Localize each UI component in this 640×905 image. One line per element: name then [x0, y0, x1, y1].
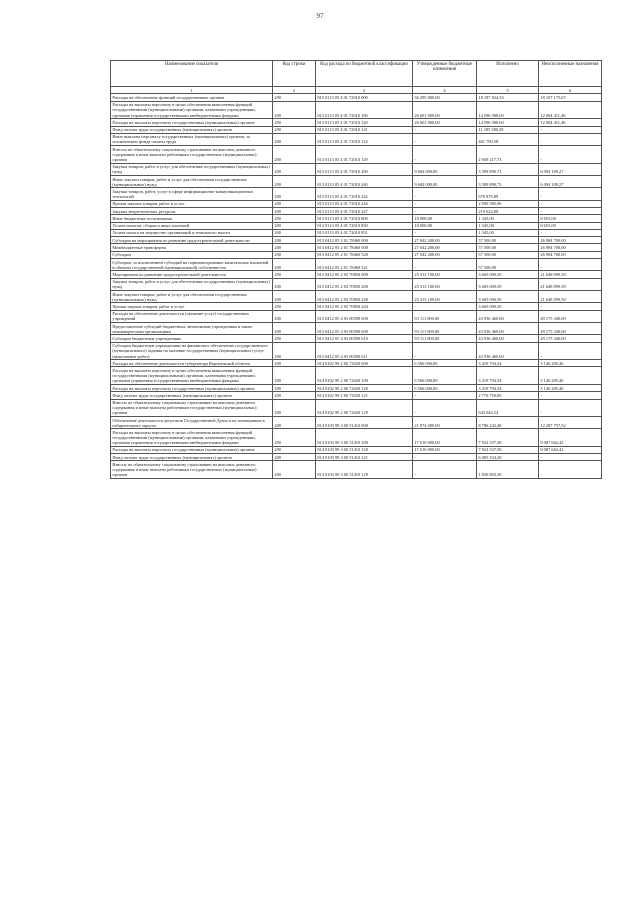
row-budget-code-cell: 813 0113 05 4 01 72010 240 [316, 176, 413, 188]
row-budget-code-cell: 813 0113 05 4 01 72010 244 [316, 200, 413, 207]
table-row [111, 342, 602, 359]
row-line-code-cell: 200 [273, 229, 316, 236]
row-name-cell: Расходы на выплаты персоналу государственных (муниципальных) органов [111, 384, 273, 391]
row-executed-cell: 1 345,00 [477, 215, 539, 222]
row-approved-cell: 9 684 000,00 [413, 176, 477, 188]
row-line-code-cell: 200 [273, 335, 316, 342]
row-approved-cell: - [413, 188, 477, 200]
row-approved-cell: 6 566 000,00 [413, 360, 477, 367]
row-name-cell: Расходы на выплаты персоналу в целях обеспечения выполнения функций государственными (муниципальными) органами, казенными учреждениями, органами управления государственными внебюджетными фондами [111, 429, 273, 446]
row-name-cell: Фонд оплаты труда государственных (муниципальных) органов [111, 454, 273, 461]
row-approved-cell: - [413, 126, 477, 133]
row-unexecuted-cell: 9 087 662,42 [539, 446, 602, 453]
row-name-cell: Взносы по обязательному социальному страхованию на выплаты денежного содержания и иные выплаты работникам государственных (муниципальных) органов [111, 399, 273, 416]
row-line-code-cell: 200 [273, 454, 316, 461]
table-row [111, 323, 602, 335]
row-line-code-cell: 200 [273, 94, 316, 101]
row-line-code-cell: 200 [273, 244, 316, 251]
row-approved-cell: - [413, 229, 477, 236]
row-name-cell: Иные закупки товаров, работ и услуг для обеспечения государственных (муниципальных) нужд [111, 176, 273, 188]
row-budget-code-cell: 814 0103 99 3 00 51410 000 [316, 416, 413, 428]
header-line-code: Код строки [273, 61, 316, 87]
row-budget-code-cell: 813 0113 05 4 01 72010 129 [316, 146, 413, 163]
row-name-cell: Иные выплаты персоналу государственных (муниципальных) органов, за исключением фонда оплаты труда [111, 133, 273, 145]
column-number: 5 [477, 87, 539, 94]
table-row [111, 146, 602, 163]
row-line-code-cell: 200 [273, 416, 316, 428]
row-name-cell: Фонд оплаты труда государственных (муниципальных) органов [111, 392, 273, 399]
row-unexecuted-cell: 12 004 411,40 [539, 119, 602, 126]
row-unexecuted-cell: 8 655,00 [539, 222, 602, 229]
table-row [111, 461, 602, 478]
row-unexecuted-cell: 9 087 662,42 [539, 429, 602, 446]
row-budget-code-cell: 814 0103 99 3 00 51410 120 [316, 446, 413, 453]
row-approved-cell: 17 010 000,00 [413, 429, 477, 446]
row-unexecuted-cell: - [539, 200, 602, 207]
row-approved-cell: 26 601 000,00 [413, 101, 477, 118]
table-row [111, 163, 602, 175]
row-budget-code-cell: 813 0113 05 4 01 72010 851 [316, 229, 413, 236]
table-row [111, 94, 602, 101]
row-budget-code-cell: 813 0412 05 4 03 00590 600 [316, 323, 413, 335]
table-row [111, 229, 602, 236]
column-number: 6 [539, 87, 602, 94]
page-number: 97 [316, 12, 324, 20]
row-name-cell: Расходы на обеспечение деятельности губернатора Воронежской области [111, 360, 273, 367]
row-budget-code-cell: 813 0412 05 2 03 70850 244 [316, 303, 413, 310]
row-budget-code-cell: 813 0113 05 4 01 72010 100 [316, 101, 413, 118]
row-unexecuted-cell: 49 175 340,00 [539, 335, 602, 342]
table-row [111, 222, 602, 229]
header-unexecuted: Неисполненные назначения [539, 61, 602, 87]
row-line-code-cell: 200 [273, 446, 316, 453]
row-approved-cell: 10 000,00 [413, 215, 477, 222]
row-executed-cell: 3 589 890,73 [477, 176, 539, 188]
row-executed-cell: 3 419 794,54 [477, 360, 539, 367]
row-approved-cell: 93 111 800,00 [413, 335, 477, 342]
row-approved-cell: - [413, 200, 477, 207]
row-line-code-cell: 200 [273, 200, 316, 207]
row-budget-code-cell: 813 0412 05 2 01 78460 520 [316, 251, 413, 258]
row-unexecuted-cell: 6 094 109,27 [539, 163, 602, 175]
row-executed-cell: 43 936 460,00 [477, 323, 539, 335]
row-budget-code-cell: 813 0113 05 4 01 72010 000 [316, 94, 413, 101]
row-budget-code-cell: 813 0412 05 4 03 00590 610 [316, 335, 413, 342]
row-name-cell: Прочая закупка товаров, работ и услуг [111, 200, 273, 207]
row-approved-cell: 17 010 000,00 [413, 446, 477, 453]
row-approved-cell: - [413, 133, 477, 145]
row-approved-cell: 9 684 000,00 [413, 163, 477, 175]
row-line-code-cell: 200 [273, 310, 316, 322]
row-line-code-cell: 200 [273, 461, 316, 478]
row-approved-cell: - [413, 461, 477, 478]
row-executed-cell: 461 790,58 [477, 133, 539, 145]
table-row [111, 360, 602, 367]
row-executed-cell: 11 185 580,29 [477, 126, 539, 133]
row-budget-code-cell: 813 0412 05 4 03 00590 000 [316, 310, 413, 322]
row-name-cell: Межбюджетные трансферты [111, 244, 273, 251]
row-approved-cell: - [413, 342, 477, 359]
header-executed: Исполнено [477, 61, 539, 87]
row-unexecuted-cell: 26 984 700,00 [539, 244, 602, 251]
row-approved-cell: 25 313 100,00 [413, 271, 477, 278]
row-executed-cell: 3 419 794,54 [477, 367, 539, 384]
row-unexecuted-cell: 12 004 411,40 [539, 101, 602, 118]
row-budget-code-cell: 813 0113 05 4 01 72010 122 [316, 133, 413, 145]
row-line-code-cell: 200 [273, 119, 316, 126]
row-unexecuted-cell: 21 648 099,50 [539, 291, 602, 303]
row-unexecuted-cell: 26 984 700,00 [539, 237, 602, 244]
row-approved-cell: 6 566 000,00 [413, 384, 477, 391]
row-budget-code-cell: 813 0412 05 2 03 70850 200 [316, 278, 413, 290]
row-budget-code-cell: 814 0102 99 2 00 72020 129 [316, 399, 413, 416]
header-approved: Утвержденные бюджетные назначения [413, 61, 477, 87]
row-name-cell: Закупка товаров, работ и услуг для обеспечения государственных (муниципальных) нужд [111, 163, 273, 175]
row-approved-cell: 25 313 100,00 [413, 278, 477, 290]
row-approved-cell: 27 042 200,00 [413, 237, 477, 244]
row-line-code-cell: 200 [273, 429, 316, 446]
table-row [111, 454, 602, 461]
row-line-code-cell: 200 [273, 303, 316, 310]
row-executed-cell: 57 500,00 [477, 259, 539, 271]
row-name-cell: Субсидии бюджетным учреждениям на финансовое обеспечение государственного (муниципального) задания на оказание государственных (муниципальных) услуг (выполнение работ) [111, 342, 273, 359]
table-row [111, 237, 602, 244]
table-row [111, 259, 602, 271]
row-approved-cell: - [413, 303, 477, 310]
row-line-code-cell: 200 [273, 251, 316, 258]
table-row [111, 278, 602, 290]
row-executed-cell: 6 085 534,28 [477, 454, 539, 461]
row-budget-code-cell: 813 0113 05 4 01 72010 242 [316, 188, 413, 200]
table-row [111, 446, 602, 453]
row-line-code-cell: 200 [273, 101, 316, 118]
row-executed-cell: 2 776 750,00 [477, 392, 539, 399]
row-budget-code-cell: 813 0412 05 2 01 78460 500 [316, 244, 413, 251]
row-approved-cell: 10 000,00 [413, 222, 477, 229]
row-executed-cell: 1 345,00 [477, 222, 539, 229]
row-unexecuted-cell: - [539, 208, 602, 215]
row-executed-cell: 7 922 337,58 [477, 446, 539, 453]
table-row [111, 384, 602, 391]
table-row [111, 303, 602, 310]
row-approved-cell: 93 111 800,00 [413, 310, 477, 322]
table-row [111, 429, 602, 446]
row-budget-code-cell: 813 0412 05 2 03 70850 240 [316, 291, 413, 303]
row-executed-cell: 43 936 460,00 [477, 310, 539, 322]
row-executed-cell: 7 922 337,58 [477, 429, 539, 446]
row-name-cell: Расходы на выплаты персоналу в целях обеспечения выполнения функций государственными (муниципальными) органами, казенными учреждениями, органами управления государственными внебюджетными фондами [111, 367, 273, 384]
row-line-code-cell: 200 [273, 133, 316, 145]
table-row [111, 126, 602, 133]
row-name-cell: Закупка товаров, работ, услуг в сфере информационно-коммуникационных технологий [111, 188, 273, 200]
row-approved-cell: 26 601 000,00 [413, 119, 477, 126]
row-budget-code-cell: 813 0113 05 4 01 72010 200 [316, 163, 413, 175]
row-executed-cell: 43 936 460,00 [477, 342, 539, 359]
row-approved-cell: - [413, 454, 477, 461]
row-budget-code-cell: 813 0113 05 4 01 72010 800 [316, 215, 413, 222]
row-executed-cell: 3 665 000,50 [477, 303, 539, 310]
row-unexecuted-cell: - [539, 454, 602, 461]
row-budget-code-cell: 814 0103 99 3 00 51410 121 [316, 454, 413, 461]
row-executed-cell: 3 589 890,73 [477, 163, 539, 175]
row-budget-code-cell: 813 0412 05 2 01 78460 521 [316, 259, 413, 271]
row-unexecuted-cell: - [539, 342, 602, 359]
row-line-code-cell: 200 [273, 259, 316, 271]
table-row [111, 188, 602, 200]
table-row [111, 416, 602, 428]
row-line-code-cell: 200 [273, 384, 316, 391]
row-executed-cell: 57 500,00 [477, 244, 539, 251]
row-unexecuted-cell: - [539, 126, 602, 133]
column-number-row [111, 87, 602, 94]
row-approved-cell: - [413, 208, 477, 215]
row-name-cell: Уплата налогов, сборов и иных платежей [111, 222, 273, 229]
table-row [111, 291, 602, 303]
row-executed-cell: 43 936 460,00 [477, 335, 539, 342]
row-line-code-cell: 200 [273, 342, 316, 359]
row-unexecuted-cell: 18 107 175,67 [539, 94, 602, 101]
row-unexecuted-cell: - [539, 188, 602, 200]
row-name-cell: Обеспечение деятельности депутатов Государственной Думы и их помощников в избирательных округах [111, 416, 273, 428]
row-line-code-cell: 200 [273, 291, 316, 303]
row-name-cell: Взносы по обязательному социальному страхованию на выплаты денежного содержания и иные выплаты работникам государственных (муниципальных) органов [111, 461, 273, 478]
row-executed-cell: 1 836 803,30 [477, 461, 539, 478]
row-executed-cell: 1 345,00 [477, 229, 539, 236]
row-unexecuted-cell: 12 287 757,52 [539, 416, 602, 428]
row-line-code-cell: 200 [273, 323, 316, 335]
table-row [111, 176, 602, 188]
row-executed-cell: 57 500,00 [477, 251, 539, 258]
row-name-cell: Закупка энергетических ресурсов [111, 208, 273, 215]
row-name-cell: Предоставление субсидий бюджетным, автономным учреждениям и иным некоммерческим организациям [111, 323, 273, 335]
row-executed-cell: 3 665 000,50 [477, 278, 539, 290]
row-name-cell: Расходы на выплаты персоналу государственных (муниципальных) органов [111, 446, 273, 453]
header-indicator-name: Наименование показателя [111, 61, 273, 87]
row-name-cell: Уплата налога на имущество организаций и земельного налога [111, 229, 273, 236]
row-approved-cell: - [413, 399, 477, 416]
row-line-code-cell: 200 [273, 222, 316, 229]
table-row [111, 215, 602, 222]
row-name-cell: Расходы на обеспечение функций государственных органов [111, 94, 273, 101]
row-name-cell: Субсидии [111, 251, 273, 258]
row-budget-code-cell: 813 0412 05 2 03 70850 000 [316, 271, 413, 278]
row-name-cell: Взносы по обязательному социальному страхованию на выплаты денежного содержания и иные выплаты работникам государственных (муниципальных) органов [111, 146, 273, 163]
column-number: 3 [316, 87, 413, 94]
row-executed-cell: 2 690 385,96 [477, 200, 539, 207]
row-budget-code-cell: 814 0102 99 2 00 72020 000 [316, 360, 413, 367]
row-unexecuted-cell: - [539, 461, 602, 478]
row-executed-cell: 8 786 242,48 [477, 416, 539, 428]
row-approved-cell: - [413, 392, 477, 399]
row-line-code-cell: 200 [273, 188, 316, 200]
row-executed-cell: 14 596 588,60 [477, 101, 539, 118]
table-header-row [111, 61, 602, 87]
row-approved-cell: 27 042 200,00 [413, 251, 477, 258]
row-line-code-cell: 200 [273, 126, 316, 133]
table-body [111, 94, 602, 478]
row-unexecuted-cell: 3 146 205,46 [539, 360, 602, 367]
row-approved-cell: - [413, 146, 477, 163]
row-name-cell: Субсидии на мероприятия по развитию градостроительной деятельности [111, 237, 273, 244]
row-unexecuted-cell: - [539, 303, 602, 310]
table-row [111, 271, 602, 278]
row-unexecuted-cell: - [539, 392, 602, 399]
table-row [111, 399, 602, 416]
row-name-cell: Субсидии, за исключением субсидий на софинансирование капитальных вложений в объекты государственной (муниципальной) собственности [111, 259, 273, 271]
row-line-code-cell: 200 [273, 278, 316, 290]
row-unexecuted-cell: - [539, 229, 602, 236]
row-budget-code-cell: 814 0103 99 3 00 51410 100 [316, 429, 413, 446]
row-executed-cell: 3 419 794,54 [477, 384, 539, 391]
row-budget-code-cell: 813 0113 05 4 01 72010 850 [316, 222, 413, 229]
row-approved-cell: 36 295 000,00 [413, 94, 477, 101]
row-name-cell: Прочая закупка товаров, работ и услуг [111, 303, 273, 310]
row-budget-code-cell: 814 0102 99 2 00 72020 121 [316, 392, 413, 399]
table-row [111, 101, 602, 118]
row-approved-cell: 27 042 200,00 [413, 244, 477, 251]
row-unexecuted-cell: 21 648 099,50 [539, 278, 602, 290]
table-row [111, 200, 602, 207]
row-approved-cell: 25 313 100,00 [413, 291, 477, 303]
row-budget-code-cell: 813 0412 05 4 03 00590 611 [316, 342, 413, 359]
row-budget-code-cell: 813 0113 05 4 01 72010 247 [316, 208, 413, 215]
row-line-code-cell: 200 [273, 367, 316, 384]
row-executed-cell: 14 596 588,60 [477, 119, 539, 126]
row-name-cell: Фонд оплаты труда государственных (муниципальных) органов [111, 126, 273, 133]
table-row [111, 310, 602, 322]
table-row [111, 208, 602, 215]
row-executed-cell: 2 949 217,73 [477, 146, 539, 163]
row-unexecuted-cell: 3 146 205,46 [539, 384, 602, 391]
row-budget-code-cell: 814 0102 99 2 00 72020 100 [316, 367, 413, 384]
row-name-cell: Расходы на выплаты персоналу государственных (муниципальных) органов [111, 119, 273, 126]
row-unexecuted-cell: - [539, 133, 602, 145]
row-line-code-cell: 200 [273, 399, 316, 416]
row-approved-cell: - [413, 259, 477, 271]
row-line-code-cell: 200 [273, 163, 316, 175]
row-unexecuted-cell: 3 146 205,46 [539, 367, 602, 384]
row-budget-code-cell: 813 0113 05 4 01 72010 120 [316, 119, 413, 126]
table-row [111, 367, 602, 384]
row-line-code-cell: 200 [273, 146, 316, 163]
row-line-code-cell: 200 [273, 271, 316, 278]
header-budget-code: Код расхода по бюджетной классификации [316, 61, 413, 87]
row-executed-cell: 219 624,88 [477, 208, 539, 215]
row-unexecuted-cell: - [539, 259, 602, 271]
table-row [111, 392, 602, 399]
table-row [111, 335, 602, 342]
column-number: 4 [413, 87, 477, 94]
row-executed-cell: 18 187 824,33 [477, 94, 539, 101]
table-row [111, 119, 602, 126]
row-executed-cell: 679 879,89 [477, 188, 539, 200]
row-unexecuted-cell: 21 648 099,50 [539, 271, 602, 278]
row-line-code-cell: 200 [273, 392, 316, 399]
row-unexecuted-cell: - [539, 399, 602, 416]
row-budget-code-cell: 813 0412 05 2 01 78460 000 [316, 237, 413, 244]
row-line-code-cell: 200 [273, 208, 316, 215]
row-line-code-cell: 200 [273, 215, 316, 222]
row-name-cell: Иные закупки товаров, работ и услуг для обеспечения государственных (муниципальных) нужд [111, 291, 273, 303]
row-executed-cell: 57 500,00 [477, 237, 539, 244]
table-row [111, 133, 602, 145]
row-approved-cell: 21 074 000,00 [413, 416, 477, 428]
row-name-cell: Иные бюджетные ассигнования [111, 215, 273, 222]
column-number: 2 [273, 87, 316, 94]
table-row [111, 251, 602, 258]
row-unexecuted-cell: 49 175 340,00 [539, 323, 602, 335]
column-number: 1 [111, 87, 273, 94]
row-unexecuted-cell: 49 175 340,00 [539, 310, 602, 322]
row-unexecuted-cell: 8 655,00 [539, 215, 602, 222]
row-approved-cell: 93 111 800,00 [413, 323, 477, 335]
row-unexecuted-cell: - [539, 146, 602, 163]
row-name-cell: Субсидии бюджетным учреждениям [111, 335, 273, 342]
row-name-cell: Расходы на выплаты персоналу в целях обеспечения выполнения функций государственными (муниципальными) органами, казенными учреждениями, органами управления государственными внебюджетными фондами [111, 101, 273, 118]
row-budget-code-cell: 814 0102 99 2 00 72020 120 [316, 384, 413, 391]
row-line-code-cell: 200 [273, 360, 316, 367]
row-name-cell: Расходы на обеспечение деятельности (оказание услуг) государственных учреждений [111, 310, 273, 322]
row-line-code-cell: 200 [273, 237, 316, 244]
row-executed-cell: 3 665 000,50 [477, 291, 539, 303]
row-line-code-cell: 200 [273, 176, 316, 188]
row-unexecuted-cell: 26 984 700,00 [539, 251, 602, 258]
row-executed-cell: 3 665 000,50 [477, 271, 539, 278]
row-budget-code-cell: 813 0113 05 4 01 72010 121 [316, 126, 413, 133]
row-name-cell: Закупка товаров, работ и услуг для обеспечения государственных (муниципальных) нужд [111, 278, 273, 290]
row-approved-cell: 6 566 000,00 [413, 367, 477, 384]
row-budget-code-cell: 814 0103 99 3 00 51410 129 [316, 461, 413, 478]
row-executed-cell: 643 044,54 [477, 399, 539, 416]
row-name-cell: Мероприятия по развитию градостроительной деятельности [111, 271, 273, 278]
budget-execution-table [110, 60, 602, 479]
table-row [111, 244, 602, 251]
row-unexecuted-cell: 6 094 109,27 [539, 176, 602, 188]
